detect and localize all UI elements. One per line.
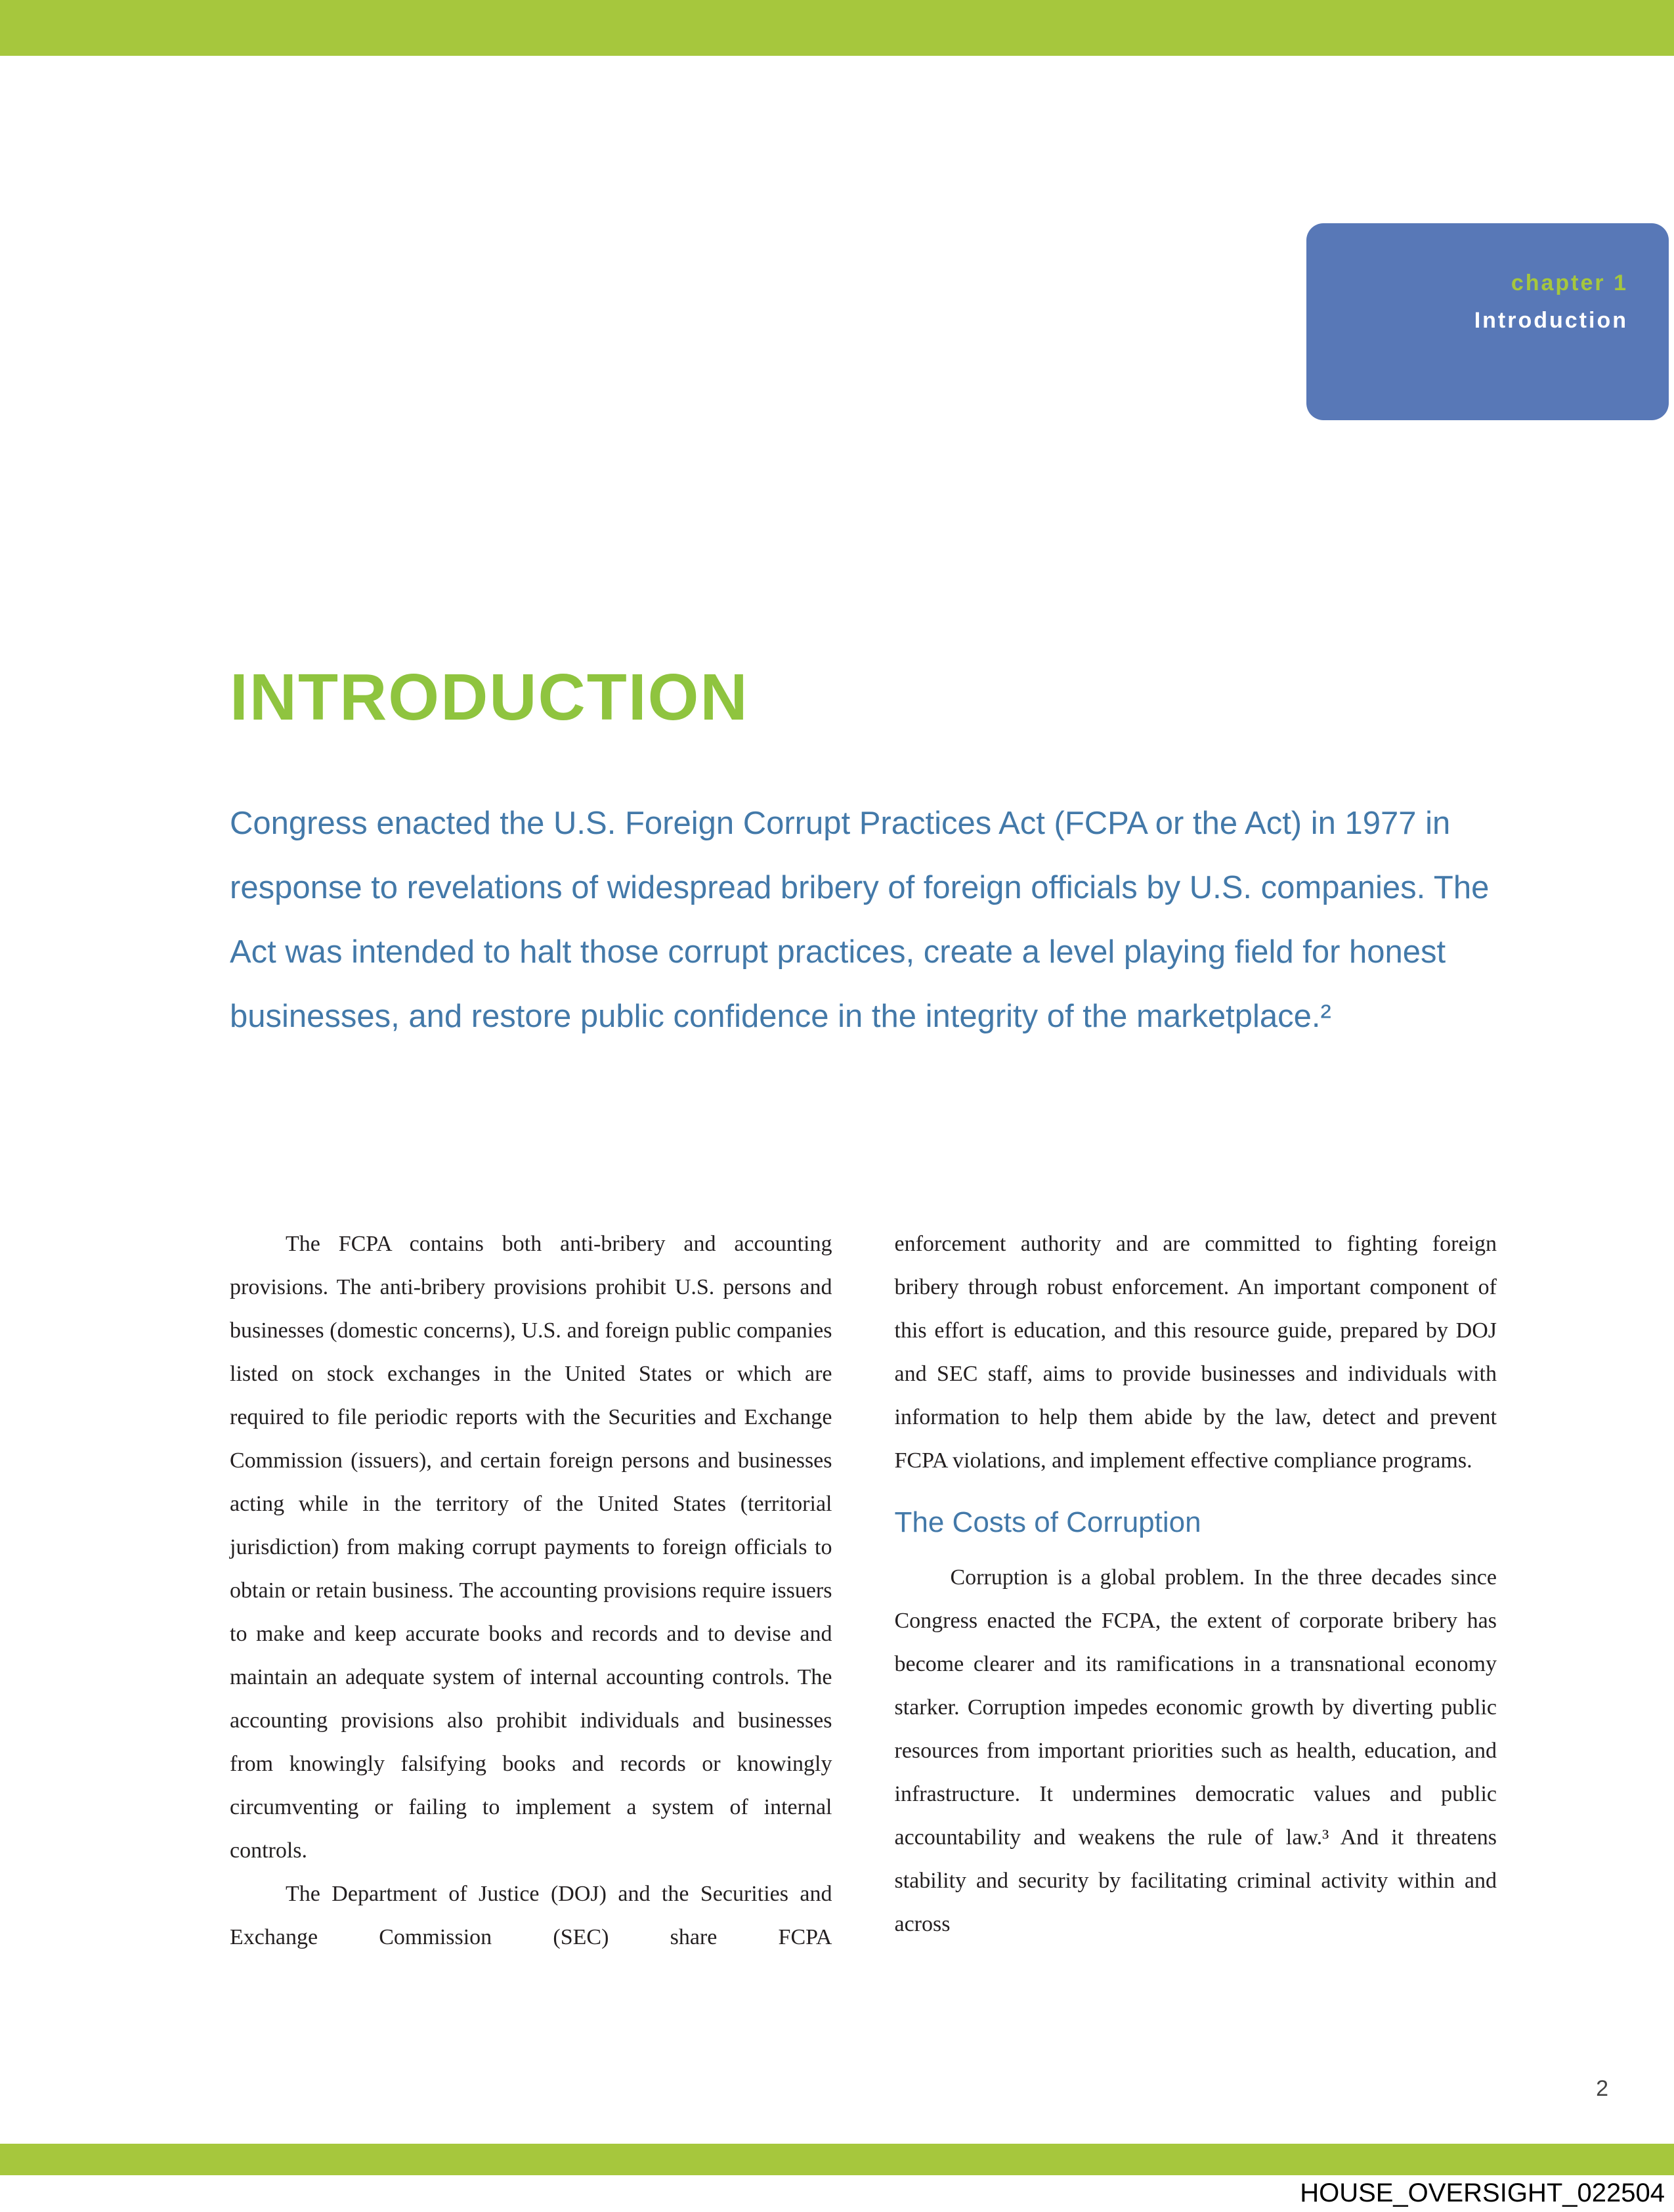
- chapter-tab: [1306, 223, 1669, 420]
- page-number: 2: [1596, 2076, 1608, 2101]
- body-paragraph: The Department of Justice (DOJ) and the Securities and Exchange Commission (SEC) share FCPA: [230, 1882, 832, 1949]
- body-paragraph: Corruption is a global problem. In the three decades since Congress enacted the FCPA, the extent of corporate bribery has become clearer and its ramifications in a transnational economy starker. Corruption impedes economic growth by diverting public resources from important priorities such as health, education, and infrastructure. It undermines democratic values and public accountability and weakens the rule of law.³ And it threatens stability and security by facilitating criminal activity within and across: [894, 1565, 1497, 1936]
- bottom-green-bar: [0, 2144, 1674, 2175]
- left-column: [230, 1223, 832, 1959]
- top-green-bar: [0, 0, 1674, 56]
- intro-paragraph: Congress enacted the U.S. Foreign Corrupt Practices Act (FCPA or the Act) in 1977 in response to revelations of widespread bribery of foreign officials by U.S. companies. The Act was intended to halt those corrupt practices, create a level playing field for honest businesses, and restore public confidence in the integrity of the marketplace.²: [230, 806, 1490, 1034]
- chapter-title: Introduction: [1474, 308, 1628, 333]
- page-title: INTRODUCTION: [230, 661, 749, 734]
- body-paragraph: The FCPA contains both anti-bribery and accounting provisions. The anti-bribery provisions prohibit U.S. persons and businesses (domestic concerns), U.S. and foreign public companies listed on stock exchanges in the United States or which are required to file periodic reports with the Securities and Exchange Commission (issuers), and certain foreign persons and businesses acting while in the territory of the United States (territorial jurisdiction) from making corrupt payments to foreign officials to obtain or retain business. The accounting provisions require issuers to make and keep accurate books and records and to devise and maintain an adequate system of internal accounting controls. The accounting provisions also prohibit individuals and businesses from knowingly falsifying books and records or knowingly circumventing or failing to implement a system of internal controls.: [230, 1232, 832, 1863]
- body-paragraph: enforcement authority and are committed to fighting foreign bribery through robust enforcement. An important component of this effort is education, and this resource guide, prepared by DOJ and SEC staff, aims to provide businesses and individuals with information to help them abide by the law, detect and prevent FCPA violations, and implement effective compliance programs.: [894, 1232, 1497, 1473]
- section-heading: The Costs of Corruption: [894, 1506, 1201, 1538]
- body-columns: [230, 1223, 1497, 1959]
- bates-stamp: HOUSE_OVERSIGHT_022504: [1300, 2179, 1665, 2207]
- chapter-number: chapter 1: [1511, 271, 1628, 295]
- right-column: [895, 1223, 1497, 1959]
